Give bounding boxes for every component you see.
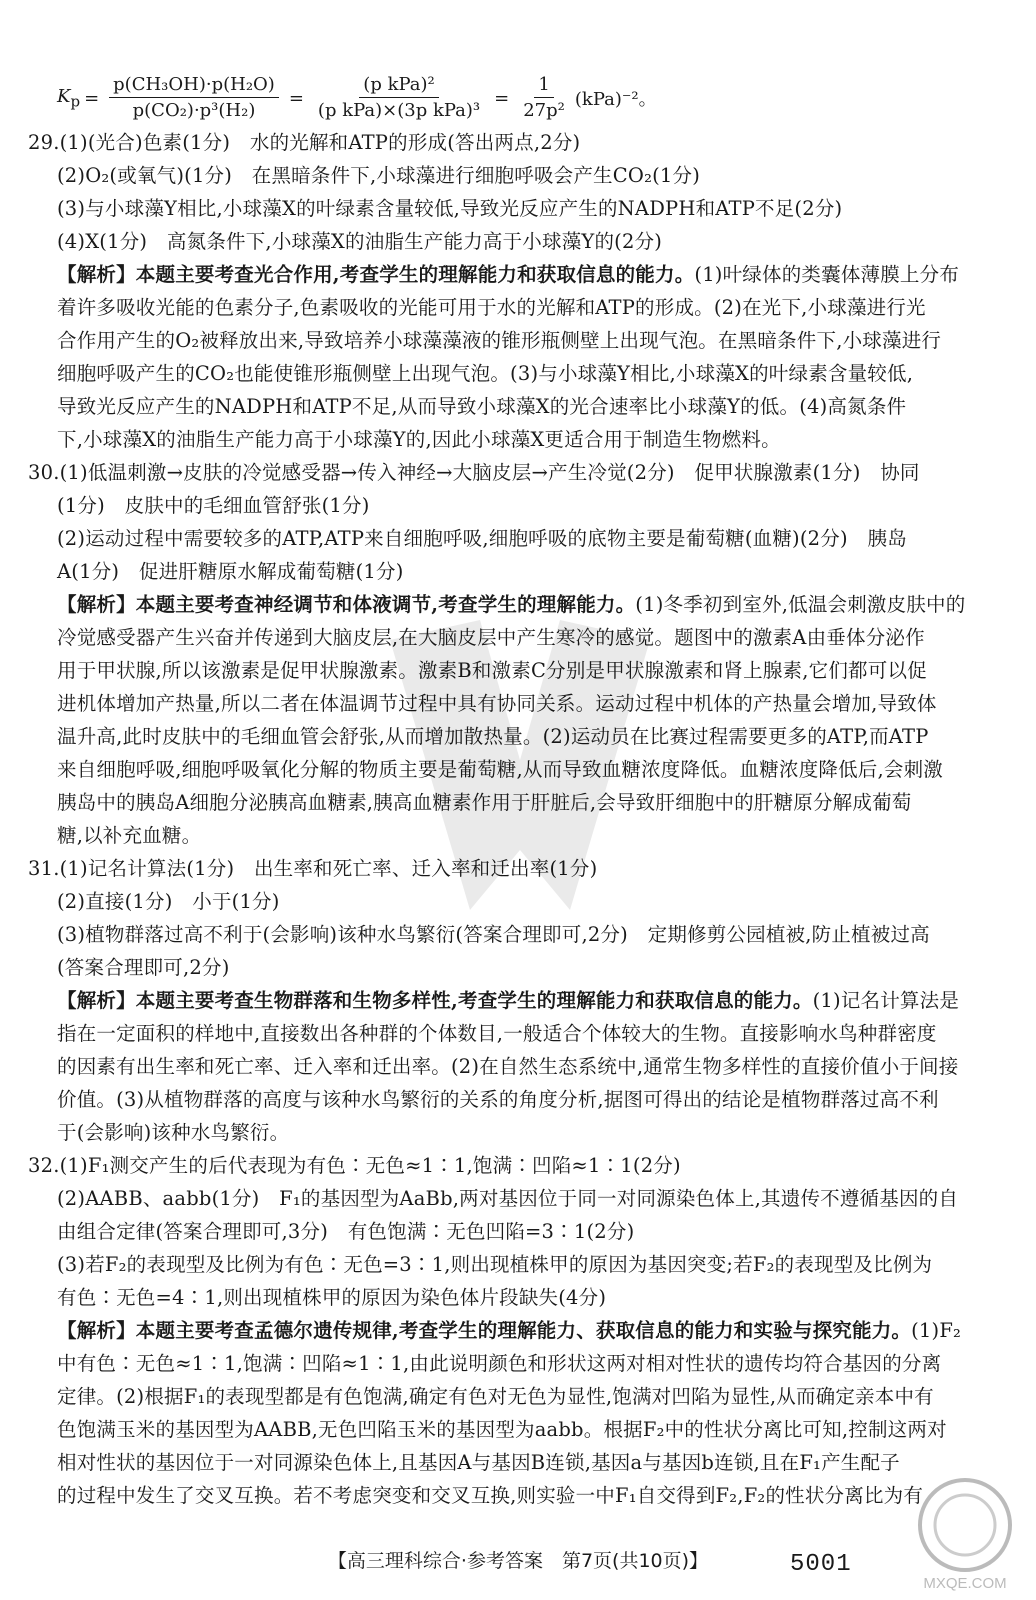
analysis-heading: 【解析】本题主要考查光合作用,考查学生的理解能力和获取信息的能力。 bbox=[57, 263, 695, 286]
analysis-30-text: 胰岛中的胰岛A细胞分泌胰高血糖素,胰高血糖素作用于肝脏后,会导致肝细胞中的肝糖原分解成葡萄 bbox=[57, 791, 912, 814]
corner-stamp-text: MXQE.COM bbox=[923, 1575, 1007, 1592]
analysis-32-line: 【解析】本题主要考查孟德尔遗传规律,考查学生的理解能力、获取信息的能力和实验与探究能力。(1)F₂ bbox=[57, 1319, 962, 1342]
analysis-30-text: 温升高,此时皮肤中的毛细血管会舒张,从而增加散热量。(2)运动员在比赛过程需要更多的ATP,而ATP bbox=[57, 725, 929, 748]
answer-32-3: (3)若F₂的表现型及比例为有色∶无色=3∶1,则出现植株甲的原因为基因突变;若F₂的表现型及比例为 bbox=[57, 1253, 933, 1276]
answer-30-2: (2)运动过程中需要较多的ATP,ATP来自细胞呼吸,细胞呼吸的底物主要是葡萄糖(血糖)(2分) 胰岛 bbox=[57, 527, 907, 550]
formula-lhs: $K_p$ bbox=[57, 85, 81, 111]
analysis-31-text: 指在一定面积的样地中,直接数出各种群的个体数目,一般适合个体较大的生物。直接影响水鸟种群密度 bbox=[57, 1022, 937, 1045]
formula-unit: (kPa)⁻²。 bbox=[574, 89, 657, 110]
analysis-29-text: 导致光反应产生的NADPH和ATP不足,从而导致小球藻X的光合速率比小球藻Y的低。(4)高氮条件 bbox=[57, 395, 907, 418]
analysis-heading: 【解析】本题主要考查神经调节和体液调节,考查学生的理解能力。 bbox=[57, 593, 636, 616]
answer-31-3: (3)植物群落过高不利于(会影响)该种水鸟繁衍(答案合理即可,2分) 定期修剪公园植被,防止植被过高 bbox=[57, 923, 930, 946]
analysis-31-text: 于(会影响)该种水鸟繁衍。 bbox=[57, 1121, 290, 1144]
formula-fraction-2: $\frac{\text{(p kPa)²}}{\text{(p kPa)×(3p kPa)³}}$ bbox=[317, 73, 481, 121]
analysis-32-text: 相对性状的基因位于一对同源染色体上,且基因A与基因B连锁,基因a与基因b连锁,且在F₁产生配子 bbox=[57, 1451, 900, 1474]
answer-30-1b: (1分) 皮肤中的毛细血管舒张(1分) bbox=[57, 494, 370, 517]
answer-29-2: (2)O₂(或氧气)(1分) 在黑暗条件下,小球藻进行细胞呼吸会产生CO₂(1分) bbox=[57, 164, 701, 187]
answer-31-3b: (答案合理即可,2分) bbox=[57, 956, 230, 979]
analysis-29-line: 【解析】本题主要考查光合作用,考查学生的理解能力和获取信息的能力。(1)叶绿体的类囊体薄膜上分布 bbox=[57, 263, 960, 286]
formula-fraction-3: $\frac{1}{\text{27p²}}$ bbox=[523, 73, 565, 121]
analysis-31-line: 【解析】本题主要考查生物群落和生物多样性,考查学生的理解能力和获取信息的能力。(1)记名计算法是 bbox=[57, 989, 960, 1012]
kp-formula: $K_p$ = $\frac{\text{p(CH₃OH)·p(H₂O)}}{\text{p(CO₂)·p³(H₂)}}$ = $\frac{\text{(p kPa)²}}{\text{(p kPa)×(3p kPa)³}}$ = $\frac{1}{\text{27p²}}$ (kPa)⁻²。 bbox=[57, 70, 757, 126]
page-code: 5001 bbox=[790, 1551, 852, 1578]
answer-32-3b: 有色∶无色=4∶1,则出现植株甲的原因为染色体片段缺失(4分) bbox=[57, 1286, 607, 1309]
answer-31-2: (2)直接(1分) 小于(1分) bbox=[57, 890, 280, 913]
analysis-30-text: 糖,以补充血糖。 bbox=[57, 824, 202, 847]
answer-32-2b: 由组合定律(答案合理即可,3分) 有色饱满∶无色凹陷=3∶1(2分) bbox=[57, 1220, 635, 1243]
corner-stamp-icon bbox=[905, 1470, 1025, 1595]
analysis-32-text: 定律。(2)根据F₁的表现型都是有色饱满,确定有色对无色为显性,饱满对凹陷为显性,从而确定亲本中有 bbox=[57, 1385, 934, 1408]
answer-29-3: (3)与小球藻Y相比,小球藻X的叶绿素含量较低,导致光反应产生的NADPH和ATP不足(2分) bbox=[57, 197, 843, 220]
analysis-32-text: 中有色∶无色≈1∶1,饱满∶凹陷≈1∶1,由此说明颜色和形状这两对相对性状的遗传均符合基因的分离 bbox=[57, 1352, 942, 1375]
analysis-30-text: 进机体增加产热量,所以二者在体温调节过程中具有协同关系。运动过程中机体的产热量会增加,导致体 bbox=[57, 692, 937, 715]
analysis-29-text: 合作用产生的O₂被释放出来,导致培养小球藻藻液的锥形瓶侧壁上出现气泡。在黑暗条件下,小球藻进行 bbox=[57, 329, 942, 352]
analysis-32-text: 的过程中发生了交叉互换。若不考虑突变和交叉互换,则实验一中F₁自交得到F₂,F₂的性状分离比为有 bbox=[57, 1484, 924, 1507]
analysis-29-text: 细胞呼吸产生的CO₂也能使锥形瓶侧壁上出现气泡。(3)与小球藻Y相比,小球藻X的叶绿素含量较低, bbox=[57, 362, 914, 385]
answer-31-1: 31.(1)记名计算法(1分) 出生率和死亡率、迁入率和迁出率(1分) bbox=[28, 857, 598, 880]
analysis-31-text: 的因素有出生率和死亡率、迁入率和迁出率。(2)在自然生态系统中,通常生物多样性的直接价值小于间接 bbox=[57, 1055, 959, 1078]
analysis-30-text: 用于甲状腺,所以该激素是促甲状腺激素。激素B和激素C分别是甲状腺激素和肾上腺素,它们都可以促 bbox=[57, 659, 927, 682]
analysis-29-text: 着许多吸收光能的色素分子,色素吸收的光能可用于水的光解和ATP的形成。(2)在光下,小球藻进行光 bbox=[57, 296, 926, 319]
formula-fraction-1: $\frac{\text{p(CH₃OH)·p(H₂O)}}{\text{p(CO₂)·p³(H₂)}}$ bbox=[109, 73, 279, 124]
answer-30-2b: A(1分) 促进肝糖原水解成葡萄糖(1分) bbox=[57, 560, 404, 583]
answer-32-2: (2)AABB、aabb(1分) F₁的基因型为AaBb,两对基因位于同一对同源染色体上,其遗传不遵循基因的自 bbox=[57, 1187, 959, 1210]
answer-30-1: 30.(1)低温刺激→皮肤的冷觉感受器→传入神经→大脑皮层→产生冷觉(2分) 促甲状腺激素(1分) 协同 bbox=[28, 461, 920, 484]
analysis-30-line: 【解析】本题主要考查神经调节和体液调节,考查学生的理解能力。(1)冬季初到室外,低温会刺激皮肤中的 bbox=[57, 593, 966, 616]
answer-29-1: 29.(1)(光合)色素(1分) 水的光解和ATP的形成(答出两点,2分) bbox=[28, 131, 581, 154]
analysis-30-text: 冷觉感受器产生兴奋并传递到大脑皮层,在大脑皮层中产生寒冷的感觉。题图中的激素A由垂体分泌作 bbox=[57, 626, 925, 649]
analysis-32-text: 色饱满玉米的基因型为AABB,无色凹陷玉米的基因型为aabb。根据F₂中的性状分离比可知,控制这两对 bbox=[57, 1418, 947, 1441]
analysis-30-text: 来自细胞呼吸,细胞呼吸氧化分解的物质主要是葡萄糖,从而导致血糖浓度降低。血糖浓度降低后,会刺激 bbox=[57, 758, 943, 781]
analysis-heading: 【解析】本题主要考查孟德尔遗传规律,考查学生的理解能力、获取信息的能力和实验与探究能力。 bbox=[57, 1319, 912, 1342]
answer-29-4: (4)X(1分) 高氮条件下,小球藻X的油脂生产能力高于小球藻Y的(2分) bbox=[57, 230, 663, 253]
analysis-heading: 【解析】本题主要考查生物群落和生物多样性,考查学生的理解能力和获取信息的能力。 bbox=[57, 989, 813, 1012]
analysis-29-text: 下,小球藻X的油脂生产能力高于小球藻Y的,因此小球藻X更适合用于制造生物燃料。 bbox=[57, 428, 781, 451]
answer-32-1: 32.(1)F₁测交产生的后代表现为有色∶无色≈1∶1,饱满∶凹陷≈1∶1(2分) bbox=[28, 1154, 681, 1177]
page-footer: 【高三理科综合·参考答案 第7页(共10页)】 bbox=[327, 1550, 709, 1572]
analysis-31-text: 价值。(3)从植物群落的高度与该种水鸟繁衍的关系的角度分析,据图可得出的结论是植物群落过高不利 bbox=[57, 1088, 939, 1111]
